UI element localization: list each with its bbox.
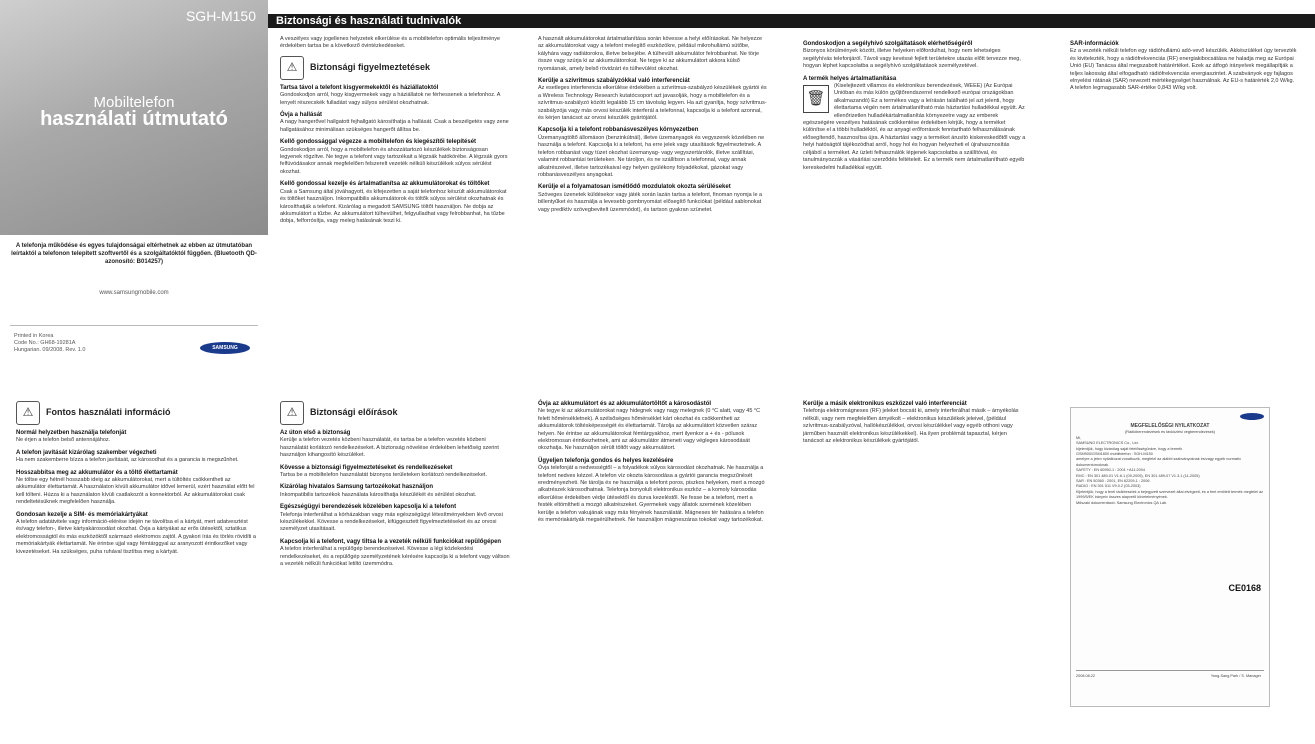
block-text: Ne tegye ki az akkumulátorokat nagy hidegnek vagy nagy melegnek (0 °C alatt, vagy 45 °C felett hőmérsékletnek). A szélsőséges hőmérséklet kárt okozhat és csökkentheti az akkumulátorok töltésképességét és élettartamát. Tárolja az akkumulátort közvetlen száraz helyen. Ne érintse az akkumulátorokat fémtárgyakhoz, mert ilyenkor a + és - pólusok elektromosan érintkezhetnek, ami az akkumulátor átmeneti vagy végleges károsodását okozhatja. Ne használjon sérült töltőt vagy akkumulátort.	[538, 408, 761, 452]
divider	[10, 325, 258, 326]
block-heading: A telefon javítását kizárólag szakember végezheti	[16, 449, 157, 456]
signature-line	[1076, 670, 1264, 671]
declaration-line: RADIO : EN 301 511 V9.0.2 (03-2003)	[1076, 484, 1141, 489]
cover-notice: A telefonja működése és egyes tulajdonságai eltérhetnek az ebben az útmutatóban leírtaktól a telefonon telepített szoftvertől és a szolgáltatóktól függően. (Bluetooth QD-azonosító: B014257)	[11, 243, 257, 265]
declaration-line: SAR : EN 50360 : 2001, EN 62209-1 : 2006	[1076, 479, 1150, 484]
header-bar	[268, 14, 1315, 28]
block-heading: Normál helyzetben használja telefonját	[16, 430, 127, 436]
info-icon: ⚠	[16, 401, 40, 425]
declaration-line: EMC : EN 301 489-01 V1.6.1 (09-2005), EN 301 489-07 V1.3.1 (11-2005)	[1076, 473, 1200, 478]
ce-mark: CE0168	[1228, 583, 1261, 593]
cover-title-line2: használati útmutató	[40, 108, 228, 130]
block-text: Ne töltse egy hétnél hosszabb ideig az akkumulátorokat, mert a túltöltés csökkentheti az akkumulátor élettartamát. A használaton kívüli akkumulátor idővel lemerül, ezért használat előtt fel kell tölteni. Húzza ki a használaton kívüli csatlakozót a konnektorból. Az akkumulátorokat csak rendeltetésüknek megfelelően használja.	[16, 477, 255, 506]
print-info-line: Code No.: GH68-19281A	[14, 340, 76, 346]
column-3	[803, 36, 1028, 172]
column-4	[1070, 36, 1298, 93]
block-heading: Kellő gondossággal végezze a mobiltelefon és kiegészítői telepítését	[280, 139, 477, 146]
block-text: Telefonja elektromágneses (RF) jeleket bocsát ki, amely interferálhat másik – árnyékolás nélküli, vagy nem megfelelően árnyékolt – elektronikus készülékek jeleivel, (például szívritmus-szabályzóval, hallókészülékkel, orvosi készülékkel vagy egyéb otthoni vagy járműben használt elektronikus készülékekkel). Ha ilyen problémát tapasztal, kérjen tanácsot az elektronikus készülékek gyártójától.	[803, 408, 1019, 445]
column-6	[280, 396, 510, 569]
section-header	[280, 56, 510, 80]
block-text: Üzemanyagtöltő állomáson (benzinkútnál), illetve üzemanyagok és vegyszerek közelében ne használja a telefont. Kapcsolja ki a telefont, ha erre jelek vagy utasítások figyelmeztetnek. A telefon robbanást vagy tüzet okozhat üzemanyag- vagy vegyszertárolók, illetve szállítási, valamint robbantási területeken. Ne tároljon, és ne szállítson a telefonnal, vagy annak alkatrészeivel, illetve tartozékaival egy helyen gyúlékony folyadékokat, gázokat vagy robbanásveszélyes anyagokat.	[538, 134, 765, 178]
column-2	[538, 36, 768, 214]
place-date: 2008.08.22	[1076, 674, 1096, 678]
block-heading: A termék helyes ártalmatlanítása	[803, 75, 897, 82]
block-heading: Óvja a hallását	[280, 112, 323, 119]
block-text: Inkompatibilis tartozékok használata károsíthatja készülékét és sérülést okozhat.	[280, 491, 477, 498]
block-text: Kerülje a telefon vezetés közbeni használatát, és tartsa be a telefon vezetés közbeni használatát korlátozó rendelkezéseket. A biztonság növelése érdekében lehetőség szerint használjon kihangosító készüléket.	[280, 437, 499, 459]
block-heading: Ügyeljen telefonja gondos és helyes kezelésére	[538, 457, 674, 464]
declaration-line: Mi,	[1076, 435, 1082, 440]
section-title: Biztonsági figyelmeztetések	[310, 62, 431, 73]
column-7	[538, 396, 768, 525]
block-heading: Tartsa távol a telefont kisgyermekektől és háziállatoktól	[280, 84, 439, 91]
column-8	[803, 396, 1028, 445]
block-text: A használt akkumulátorokat ártalmatlanítása során kövesse a helyi előírásokat. Ne helyezze az akkumulátorokat vagy a telefont melegítő eszközökre, például mikrohullámú sütőbe, kályhára vagy radiátorokra, illetve belsejébe. A túlhevült akkumulátor felrobbanhat. Ne törje össze vagy szúrja ki az akkumulátorokat. Ne tegye ki az akkumulátort akkora külső nyomásnak, amely belső rövidzárt és túlhevülést okozhat.	[538, 36, 763, 72]
print-info-line: Hungarian. 09/2008. Rev. 1.0	[14, 347, 86, 353]
block-text: A telefon adatátvitele vagy információ-elérése idején ne távolítsa el a kártyát, mert adatvesztést és/vagy telefon-, illetve kártyakárosodást okozhat. Óvja a kártyákat az erős ütésektől, sztatikus elektromosságtól és más eszközöktől származó elektromos zajtól. A gyakori írás és törlés rövidíti a memóriakártyák élettartamát. Ne érintse ujjal vagy fémtárggyal az aranyozott érintkezőket vagy kivezetéseket. Ha szükséges, puha ruhával tisztítsa meg a kártyát.	[16, 519, 256, 555]
block-heading: Kapcsolja ki a telefont robbanásveszélyes környezetben	[538, 127, 699, 134]
block-heading: Gondoskodjon a segélyhívó szolgáltatások elérhetőségéről	[803, 41, 973, 47]
samsung-logo: SAMSUNG	[200, 342, 250, 354]
block-text: (Kiselejtezett villamos és elektronikus berendezések, WEEE) (Az Európai Unióban és más külön gyűjtőrendszerrel rendelkező európai országokban alkalmazandó) Ez a termékes vagy a leírásán található jel azt jelenti, hogy élettartama végén nem ártalmatlanítható más háztartási hulladékkal együtt. Az ellenőrizetlen hulladékártalmatlanítás környezetre vagy az emberek egészségére veszélyes hatásának csökkentése érdekében kérjük, hogy a terméket különítse el a többi hulladéktól, és az anyagi erőforrások fenntartható felhasználásának elősegítendő, hasznosítsa újra. A háztartási vagy a terméket árusító kiskereskedőtől vagy a helyi hatóságtól tájékozódhat arról, hogy hol és hogyan helyezheti el újrahasznosítás céljából a terméket. Az üzleti felhasználók lépjenek kapcsolatba a szállítóval, és tanulmányozzák a vásárlási szerződés feltételeit. Ez a termék nem ártalmatlanítható egyéb kereskedelmi hulladékkal együtt.	[803, 83, 1026, 171]
declaration-heading: MEGFELELŐSÉGI NYILATKOZAT	[1130, 423, 1210, 429]
cover-title-line1: Mobiltelefon	[93, 94, 175, 111]
recycle-bin-icon: 🗑	[803, 85, 829, 113]
samsung-logo	[1240, 413, 1264, 420]
block-heading: SAR-információk	[1070, 41, 1119, 47]
model-name: SGH-M150	[185, 8, 256, 24]
section-header	[280, 401, 510, 425]
section-title: Biztonsági előírások	[310, 407, 398, 418]
declaration-line: GSM900/GSM1800 mobiltelefon : SGH-M150	[1076, 452, 1153, 457]
block-text: A telefon interferálhat a repülőgép berendezéseivel. Kövesse a légi közlekedési rendelkezéseket, és a repülőgép személyzetének kérésére kapcsolja ki a telefont vagy váltson a vezeték nélküli funkciókat letiltó üzemmódra.	[280, 546, 510, 568]
warning-icon: ⚠	[280, 56, 304, 80]
column-5	[16, 396, 261, 556]
print-info-line: Printed in Korea	[14, 333, 54, 339]
block-text: Az esetleges interferencia elkerülése érdekében a szívritmus-szabályzó készülékek gyártói és a Wireless Technology Research kutatócsoport azt javasolják, hogy a mobiltelefon és a szívritmus-szabályzó között legalább 15 cm távolság legyen. Ha azt gyanítja, hogy szívritmus-szabályzója vagy más orvosi készülék interferál a telefonnal, kapcsolja ki a telefont azonnal, és kérjen tanácsot az orvosi készülék gyártójától.	[538, 85, 767, 122]
block-text: Telefonja interferálhat a kórházakban vagy más egészségügyi létesítményekben lévő orvosi készülékekkel. Kövesse a rendelkezéseket, kifüggesztett figyelmeztetéseket és az orvosi személyzet utasításait.	[280, 511, 503, 533]
section-header	[16, 401, 261, 425]
block-text: Ez a vezeték nélküli telefon egy rádióhullámú adó-vevő készülék. Akkészüléket úgy tervezték és kivitelezték, hogy a rádiófrekvenciás (RF) energiakibocsátása ne haladja meg az Európai Unió (EU) Tanácsa által megszabott határértéket. Ezek az átfogó irányelvek megállapítják a teljes lakosság által elfogadható rádiófrekvenciás energiaszintet. A szabványok egy fajlagos elnyelési rátának (SAR) nevezett mértékegységet használnak. Az EU-s határérték 2,0 W/kg. A telefon legmagasabb SAR-értéke 0,843 W/kg volt.	[1070, 48, 1297, 92]
block-heading: Egészségügyi berendezések közelében kapcsolja ki a telefont	[280, 504, 457, 511]
block-heading: Hosszabbítsa meg az akkumulátor és a töltő élettartamát	[16, 469, 178, 476]
block-heading: Kövesse a biztonsági figyelmeztetéseket és rendelkezéseket	[280, 464, 453, 471]
declaration-line: SAMSUNG ELECTRONICS Co., Ltd.	[1076, 441, 1139, 446]
block-heading: Kellő gondossal kezelje és ártalmatlanítsa az akkumulátorokat és töltőket	[280, 181, 490, 188]
block-text: Gondoskodjon arról, hogy kisgyermekek vagy a háziállatok ne férhessenek a telefonhoz. A lenyelt részecskék fulladást vagy súlyos sérülést okozhatnak.	[280, 92, 501, 106]
block-text: Gondoskodjon arról, hogy a mobiltelefon és ahozzátartozó készülékek biztonságosan legyenek rögzítve. Ne tegye a telefont vagy tartozékait a légzsák hatókörébe. A légzsák gyors felfúvódásakor annak megfelelően felszerelt vezeték nélküli készülékek súlyos sérülést okozhat.	[280, 146, 508, 175]
block-text: Csak a Samsung által jóváhagyott, és kifejezetten a saját telefonhoz készült akkumulátorokat és töltőket használjon. Inkompatibilis akkumulátorok és töltők súlyos sérülést okozhatnak és károsíthatják a telefont. Kizárólag a megadott SAMSUNG töltőt használjon. Ne dobja az akkumulátort a tűzbe. Az akkumulátort túlhevülhet, felgyulladhat vagy felrobbanhat, ha tűzbe dobja, felforrósítja, vagy meleg hatásának teszi ki.	[280, 188, 507, 225]
declaration-line: Műszaki dokumentáció: Samsung Electronics QA Lab.	[1076, 500, 1168, 505]
warning-icon: ⚠	[280, 401, 304, 425]
declaration-subheading: (Rádióberendezések és távközlési végberendezések)	[1124, 430, 1216, 435]
intro-text: A veszélyes vagy jogellenes helyzetek elkerülése és a mobiltelefon optimális teljesítménye érdekében tartsa be a következő óvintézkedéseket.	[280, 36, 501, 50]
block-text: Tartsa be a mobiltelefon használatát bizonyos területeken korlátozó rendelkezéseket.	[280, 472, 487, 479]
block-heading: Gondosan kezelje a SIM- és memóriakártyákat	[16, 511, 148, 518]
declaration-line: amelyre a jelen nyilatkozat vonatkozik, megfelel az alábbi szabványoknak és/vagy egyéb normatív dokumentumoknak.	[1076, 457, 1242, 467]
page-title: Biztonsági és használati tudnivalók	[276, 15, 462, 27]
block-heading: Kerülje a szívritmus szabályzókkal való interferenciát	[538, 78, 690, 85]
declaration-line: SAFETY : EN 60950-1 : 2001 +A11:2004	[1076, 468, 1145, 473]
cover-url: www.samsungmobile.com	[99, 290, 169, 296]
declaration-line: kijelentjük, hogy kizárólag saját felelősségünkre, hogy a termék	[1076, 446, 1183, 451]
block-text: Ha nem szakemberre bízza a telefon javítását, az károsodhat és a garancia is megszűnhet.	[16, 457, 239, 464]
section-title: Fontos használati információ	[46, 407, 171, 418]
block-text: Bizonyos körülmények között, illetve helyeken előfordulhat, hogy nem lehetséges segélyhívás telefonjáról. Távoli vagy kevéssé fejlett területekre utazás előtt tervezze meg, hogyan léphet kapcsolatba a segélyhívó szolgáltatások személyzetével.	[803, 48, 1021, 70]
block-heading: Óvja az akkumulátort és az akkumulátortöltőt a károsodástól	[538, 401, 712, 407]
signature-name: Yong-Sang Park / S. Manager	[1210, 674, 1261, 678]
block-heading: Az úton első a biztonság	[280, 430, 351, 436]
block-heading: Kapcsolja ki a telefont, vagy tiltsa le a vezeték nélküli funkciókat repülőgépen	[280, 538, 502, 545]
block-text: Szöveges üzenetek küldésekor vagy játék során lazán tartsa a telefont, finoman nyomja le a billentyűket és használja a levesebb gombnyomást elősegítő funkciókat (például sablonokat vagy prediktív szövegbevitelt üzemmódot), és tartson gyakran szünetet.	[538, 191, 763, 213]
declaration-line: Kijelentjük, hogy a fenti rádiótesztek a bejegyzett szervezet által elvégzett, és a fent említett termék megfelel az 1999/5/EK irányelv összes alapvető követelményének.	[1076, 489, 1263, 500]
block-text: Óvja telefonját a nedvességtől – a folyadékok súlyos károsodást okozhatnak. Ne használja a telefont nedves kézzel. A telefon víz okozta károsodása a gyártói garancia megszűnését eredményezheti. Ne tárolja és ne használja a telefont poros, piszkos helyeken, mert a mozgó alkatrészek károsodhatnak. Telefonja bonyolult elektronikus eszköz – a komoly károsodás elkerülése érdekében védje ütésektől és durva kezeléstől. Ne fesse be a telefont, mert a festék eltömítheti a mozgó alkatrészeket. Gyermekek vagy állatok szemének közelében kerülje a telefon vakujának vagy más fényének használatát. Mágneses tér hatására a telefon és memóriakártyák megsérülhetnek. Ne használjon mágneszáras tokokat vagy tartozékokat.	[538, 465, 765, 524]
block-heading: Kerülje a másik elektronikus eszközzel való interferenciát	[803, 401, 967, 407]
block-text: A nagy hangerővel hallgatott fejhallgató károsíthatja a hallását. Csak a beszélgetés vagy zene hallgatásához minimálisan szükséges hangerőt állítsa be.	[280, 119, 509, 133]
column-1	[280, 36, 510, 226]
block-heading: Kerülje el a folyamatosan ismétlődő mozdulatok okozta sérüléseket	[538, 184, 731, 191]
block-text: Ne érjen a telefon belső antennájához.	[16, 437, 111, 444]
cover-panel	[0, 0, 268, 368]
block-heading: Kizárólag hivatalos Samsung tartozékokat használjon	[280, 484, 434, 491]
declaration-of-conformity	[1070, 407, 1270, 707]
print-info	[14, 333, 85, 354]
